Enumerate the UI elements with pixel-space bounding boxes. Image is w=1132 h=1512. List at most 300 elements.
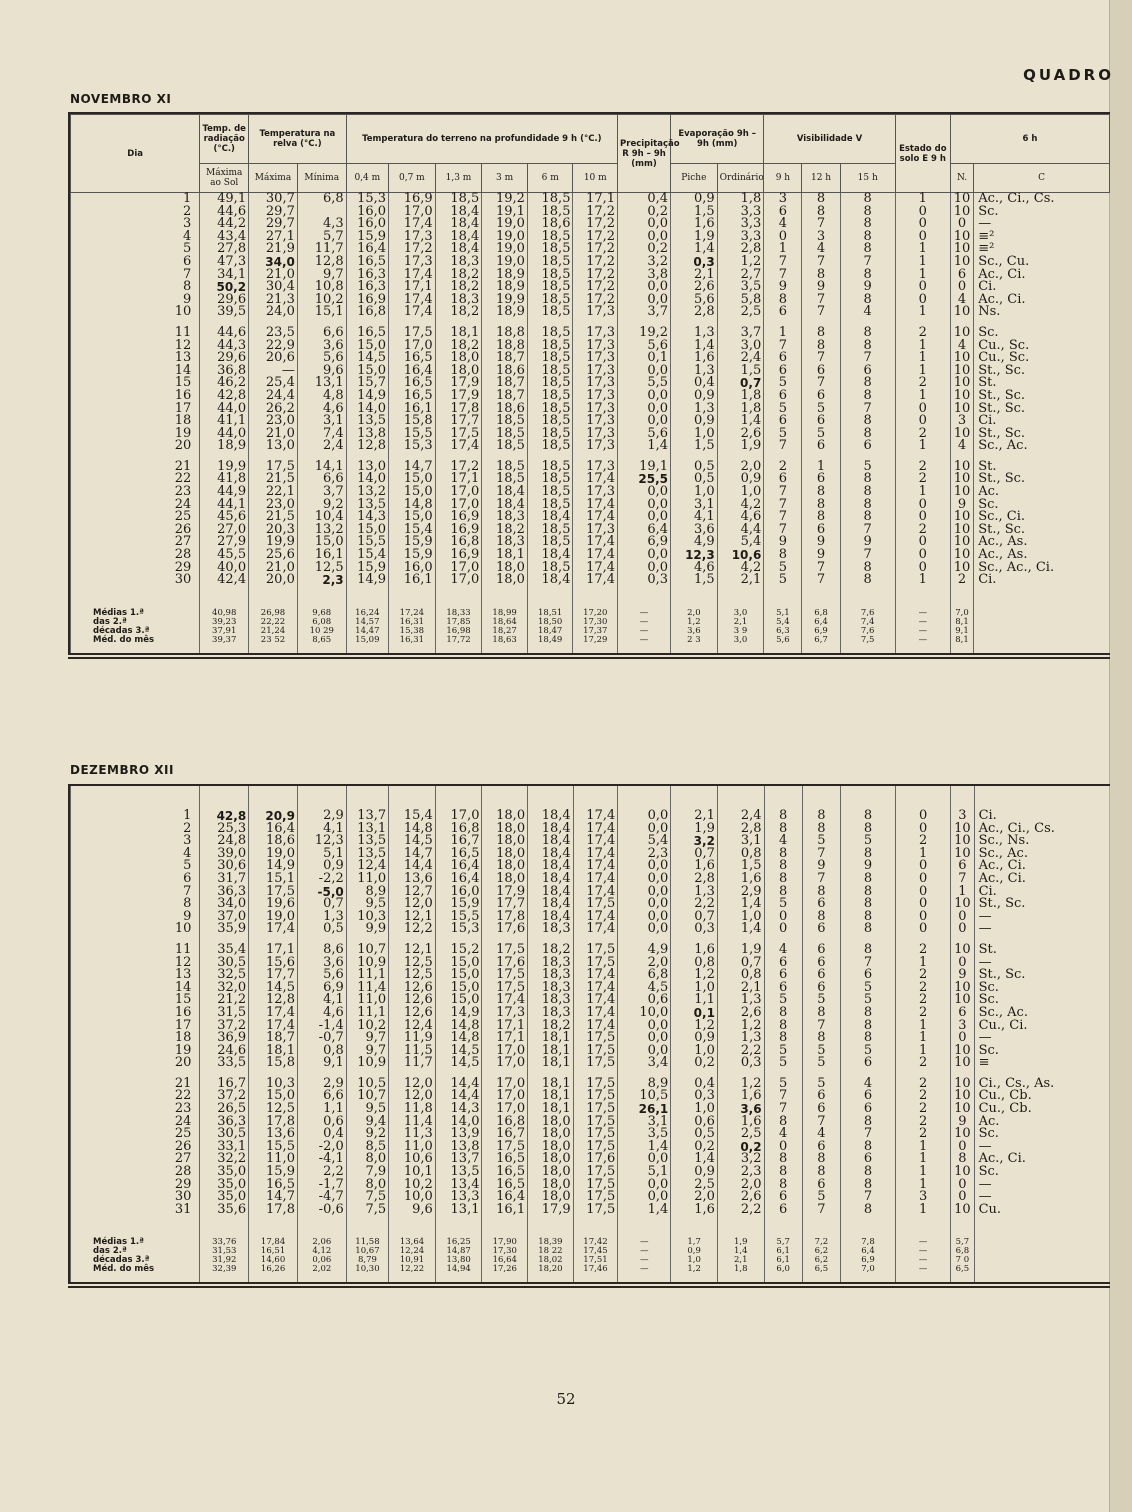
value-cell: 17,8: [435, 403, 482, 416]
value-cell: 17,5: [573, 1090, 618, 1103]
value-cell: 9: [802, 860, 840, 873]
value-cell: 0,4: [618, 193, 671, 206]
value-cell: 1,4: [717, 898, 764, 911]
value-cell: 9: [764, 536, 802, 549]
value-cell: 6: [802, 982, 840, 995]
value-cell: 1: [895, 574, 950, 587]
value-cell: 15,0: [346, 365, 388, 378]
value-cell: 7: [764, 256, 802, 269]
day-cell: 20: [71, 1057, 200, 1070]
value-cell: —: [974, 1141, 1110, 1154]
value-cell: 12,3: [297, 835, 346, 848]
value-cell: 0,1: [618, 352, 671, 365]
value-cell: 16,4: [346, 243, 388, 256]
value-cell: 18,2: [435, 281, 482, 294]
value-cell: 18,4: [528, 848, 574, 861]
value-cell: Ac., Ci.: [974, 860, 1110, 873]
value-cell: 1: [802, 461, 840, 474]
table-nov: [70, 114, 1110, 653]
average-cell: 6,9: [840, 1256, 895, 1265]
value-cell: 1,9: [717, 440, 764, 453]
value-cell: 1,4: [618, 440, 671, 453]
value-cell: 17,0: [482, 1045, 528, 1058]
day-cell: 8: [71, 281, 200, 294]
value-cell: 15,3: [346, 193, 388, 206]
value-cell: 0: [896, 810, 951, 823]
value-cell: 2,5: [671, 1179, 718, 1192]
value-cell: —: [974, 1179, 1110, 1192]
average-cell: 7,0: [840, 1265, 895, 1274]
value-cell: 44,9: [200, 486, 249, 499]
value-cell: 5: [764, 428, 802, 441]
value-cell: 18,5: [527, 340, 573, 353]
value-cell: St., Sc.: [974, 898, 1110, 911]
value-cell: Sc.: [974, 206, 1110, 219]
value-cell: 8,9: [618, 1078, 671, 1091]
value-cell: 4,9: [671, 536, 718, 549]
value-cell: Sc., Ci.: [974, 511, 1110, 524]
value-cell: Ci.: [974, 810, 1110, 823]
value-cell: 17,5: [573, 1103, 618, 1116]
value-cell: 12,8: [249, 994, 298, 1007]
average-cell: 10,30: [346, 1265, 388, 1274]
value-cell: 15,0: [346, 524, 388, 537]
value-cell: 10: [951, 823, 974, 836]
value-cell: 8: [764, 1020, 802, 1033]
value-cell: 4,3: [297, 218, 346, 231]
value-cell: 26,5: [200, 1103, 249, 1116]
value-cell: 17,0: [435, 562, 482, 575]
value-cell: 13,8: [346, 428, 388, 441]
value-cell: 0,0: [618, 923, 671, 936]
value-cell: 2: [895, 428, 950, 441]
value-cell: 2,4: [717, 352, 764, 365]
value-cell: 10,5: [618, 1090, 671, 1103]
value-cell: 17,4: [573, 923, 618, 936]
value-cell: 9: [840, 860, 895, 873]
value-cell: 14,0: [435, 1116, 482, 1129]
value-cell: 16,8: [435, 823, 482, 836]
value-cell: 7: [802, 562, 840, 575]
average-cell: 7,0: [950, 609, 973, 618]
value-cell: 8: [840, 511, 895, 524]
value-cell: 12,6: [389, 1007, 436, 1020]
value-cell: 0,0: [618, 886, 671, 899]
value-cell: 17,6: [573, 1153, 618, 1166]
value-cell: 5: [764, 377, 802, 390]
value-cell: 17,5: [573, 898, 618, 911]
value-cell: 4: [950, 294, 973, 307]
value-cell: 4,6: [297, 403, 346, 416]
value-cell: 1,8: [717, 390, 764, 403]
value-cell: 2: [896, 1128, 951, 1141]
value-cell: 17,5: [573, 1128, 618, 1141]
value-cell: 14,9: [346, 574, 388, 587]
value-cell: 18,4: [435, 218, 482, 231]
value-cell: 2: [896, 969, 951, 982]
value-cell: Ci.: [974, 574, 1110, 587]
value-cell: 4: [840, 1078, 895, 1091]
value-cell: 18,0: [482, 574, 528, 587]
value-cell: 1,8: [717, 193, 764, 206]
average-cell: 12,24: [389, 1247, 436, 1256]
value-cell: 3,7: [618, 306, 671, 319]
value-cell: 6: [764, 415, 802, 428]
value-cell: 17,3: [573, 365, 618, 378]
value-cell: 8: [840, 415, 895, 428]
value-cell: 1: [895, 243, 950, 256]
value-cell: 16,7: [200, 1078, 249, 1091]
value-cell: 2,1: [671, 810, 718, 823]
value-cell: 1: [895, 256, 950, 269]
value-cell: 0,0: [618, 549, 671, 562]
value-cell: 11,7: [297, 243, 346, 256]
average-cell: 1,0: [671, 1256, 718, 1265]
value-cell: 0,7: [671, 911, 718, 924]
value-cell: 4: [802, 1128, 840, 1141]
value-cell: 10: [950, 243, 973, 256]
value-cell: 5,6: [671, 294, 718, 307]
average-cell: 8,1: [950, 636, 973, 645]
value-cell: 13,0: [346, 461, 388, 474]
header-relva: Temperatura na relva (°C.): [249, 115, 347, 164]
value-cell: 19,2: [482, 193, 528, 206]
value-cell: 17,5: [573, 1166, 618, 1179]
value-cell: 18,5: [527, 461, 573, 474]
day-cell: 13: [71, 969, 200, 982]
value-cell: -4,1: [297, 1153, 346, 1166]
value-cell: 8: [840, 340, 895, 353]
value-cell: 3,2: [717, 1153, 764, 1166]
value-cell: 17,1: [482, 1032, 528, 1045]
value-cell: 14,4: [435, 1078, 482, 1091]
value-cell: 10: [950, 231, 973, 244]
value-cell: 10,2: [297, 294, 346, 307]
value-cell: 18,2: [528, 944, 574, 957]
value-cell: 7: [802, 1020, 840, 1033]
average-cell: 18,51: [527, 609, 573, 618]
value-cell: 18,5: [527, 243, 573, 256]
value-cell: 0: [895, 511, 950, 524]
day-cell: 4: [71, 848, 200, 861]
value-cell: 6: [840, 440, 895, 453]
value-cell: 7: [802, 294, 840, 307]
value-cell: 0: [950, 281, 973, 294]
value-cell: 0,9: [671, 1032, 718, 1045]
value-cell: 23,0: [249, 415, 298, 428]
value-cell: 27,9: [200, 536, 249, 549]
day-cell: 10: [71, 923, 200, 936]
day-cell: 17: [71, 403, 200, 416]
value-cell: 10: [950, 428, 973, 441]
value-cell: 18,0: [528, 1128, 574, 1141]
value-cell: 4: [764, 835, 802, 848]
average-cell: 1,7: [671, 1238, 718, 1247]
average-cell: 17,29: [573, 636, 618, 645]
value-cell: 2: [896, 1103, 951, 1116]
value-cell: 18,4: [528, 823, 574, 836]
value-cell: 18,1: [528, 1057, 574, 1070]
average-cell: 7,5: [840, 636, 895, 645]
day-cell: 11: [71, 944, 200, 957]
value-cell: 3,1: [618, 1116, 671, 1129]
value-cell: 18,4: [528, 898, 574, 911]
header-precip: Precipitação R 9h – 9h (mm): [618, 115, 671, 193]
value-cell: 3: [896, 1191, 951, 1204]
average-cell: 14,60: [249, 1256, 298, 1265]
value-cell: 14,5: [435, 1057, 482, 1070]
average-cell: 3,0: [717, 609, 764, 618]
day-cell: 26: [71, 524, 200, 537]
value-cell: 0,0: [618, 873, 671, 886]
value-cell: 10: [951, 848, 974, 861]
value-cell: 2,0: [717, 1179, 764, 1192]
average-cell: 17,37: [573, 627, 618, 636]
average-cell: 18 22: [528, 1247, 574, 1256]
header-depth-1: 0,4 m: [346, 164, 388, 193]
value-cell: 10: [950, 511, 973, 524]
average-cell: 3,0: [717, 636, 764, 645]
average-cell: —: [618, 609, 671, 618]
value-cell: 17,7: [435, 415, 482, 428]
header-depth-5: 6 m: [527, 164, 573, 193]
value-cell: 20,3: [249, 524, 298, 537]
table-frame-dec: [68, 784, 1110, 1284]
value-cell: 0: [895, 499, 950, 512]
value-cell: 0,6: [671, 1116, 718, 1129]
value-cell: 4: [802, 243, 840, 256]
value-cell: 12,5: [249, 1103, 298, 1116]
average-cell: —: [896, 1238, 951, 1247]
value-cell: —: [974, 957, 1110, 970]
value-cell: 18,0: [528, 1179, 574, 1192]
day-cell: 28: [71, 1166, 200, 1179]
value-cell: 6,6: [297, 473, 346, 486]
value-cell: 2,2: [297, 1166, 346, 1179]
day-cell: 28: [71, 549, 200, 562]
value-cell: 1: [896, 1141, 951, 1154]
value-cell: 12,1: [389, 944, 436, 957]
value-cell: 3,0: [717, 340, 764, 353]
value-cell: 8: [764, 1179, 802, 1192]
value-cell: 0: [896, 823, 951, 836]
value-cell: 4,5: [618, 982, 671, 995]
average-cell: 9,68: [297, 609, 346, 618]
average-cell: —: [618, 1256, 671, 1265]
value-cell: 9,7: [297, 269, 346, 282]
average-cell: 1,2: [671, 618, 718, 627]
value-cell: 8: [802, 823, 840, 836]
value-cell: 21,0: [249, 428, 298, 441]
value-cell: 8: [840, 1007, 895, 1020]
value-cell: 1,6: [671, 352, 718, 365]
value-cell: 2,2: [717, 1045, 764, 1058]
value-cell: 2: [895, 327, 950, 340]
value-cell: 18,4: [528, 886, 574, 899]
average-cell: 22,22: [249, 618, 298, 627]
value-cell: 8: [764, 1116, 802, 1129]
average-cell: 17,51: [573, 1256, 618, 1265]
average-cell: 17,46: [573, 1265, 618, 1274]
average-cell: 7,2: [802, 1238, 840, 1247]
average-cell: 17,42: [573, 1238, 618, 1247]
value-cell: 8,0: [346, 1153, 388, 1166]
value-cell: 6: [802, 957, 840, 970]
value-cell: 11,4: [389, 1116, 436, 1129]
value-cell: 1,6: [717, 873, 764, 886]
value-cell: 18,5: [527, 256, 573, 269]
value-cell: 10,6: [389, 1153, 436, 1166]
value-cell: 13,9: [435, 1128, 482, 1141]
average-cell: 1,9: [717, 1238, 764, 1247]
value-cell: 15,0: [435, 994, 482, 1007]
average-cell: —: [618, 636, 671, 645]
value-cell: 16,5: [482, 1179, 528, 1192]
value-cell: 2,9: [297, 810, 346, 823]
value-cell: 1,4: [717, 923, 764, 936]
value-cell: 16,5: [389, 377, 436, 390]
value-cell: -1,7: [297, 1179, 346, 1192]
value-cell: 17,4: [389, 218, 436, 231]
value-cell: 0,4: [671, 377, 718, 390]
average-cell: 1,4: [717, 1247, 764, 1256]
value-cell: 21,3: [249, 294, 298, 307]
value-cell: 8: [951, 1153, 974, 1166]
value-cell: 18,1: [482, 549, 528, 562]
average-cell: 16,98: [435, 627, 482, 636]
value-cell: 8,0: [346, 1179, 388, 1192]
value-cell: 5: [764, 574, 802, 587]
value-cell: 13,1: [346, 823, 388, 836]
value-cell: 18,2: [435, 340, 482, 353]
value-cell: 16,0: [435, 886, 482, 899]
average-cell: 17,85: [435, 618, 482, 627]
average-label: décadas 3.ª: [71, 627, 200, 636]
value-cell: 44,0: [200, 428, 249, 441]
value-cell: 9,6: [389, 1204, 436, 1217]
value-cell: 6,6: [297, 327, 346, 340]
value-cell: 0: [764, 923, 802, 936]
value-cell: 16,4: [435, 860, 482, 873]
header-visib: Visibilidade V: [764, 115, 895, 164]
value-cell: 35,4: [200, 944, 249, 957]
value-cell: 9: [840, 536, 895, 549]
value-cell: 12,0: [389, 898, 436, 911]
value-cell: 27,0: [200, 524, 249, 537]
value-cell: 2: [896, 1078, 951, 1091]
value-cell: 0,0: [618, 365, 671, 378]
day-cell: 20: [71, 440, 200, 453]
value-cell: 1: [895, 352, 950, 365]
value-cell: 8: [764, 549, 802, 562]
average-cell: 5,7: [951, 1238, 974, 1247]
value-cell: 7: [802, 306, 840, 319]
value-cell: 1: [895, 365, 950, 378]
value-cell: 18,2: [482, 524, 528, 537]
value-cell: 7,5: [346, 1204, 388, 1217]
value-cell: St., Sc.: [974, 524, 1110, 537]
value-cell: 6,6: [297, 1090, 346, 1103]
value-cell: 2,6: [717, 1191, 764, 1204]
value-cell: 25,3: [200, 823, 249, 836]
day-cell: 18: [71, 415, 200, 428]
value-cell: 4: [840, 306, 895, 319]
day-cell: 14: [71, 982, 200, 995]
value-cell: 1,1: [297, 1103, 346, 1116]
value-cell: 18,4: [528, 810, 574, 823]
value-cell: 17,8: [482, 911, 528, 924]
value-cell: 1: [895, 193, 950, 206]
value-cell: 30,7: [249, 193, 298, 206]
value-cell: —: [974, 1032, 1110, 1045]
value-cell: 0,0: [618, 1153, 671, 1166]
value-cell: 18,0: [435, 352, 482, 365]
value-cell: 43,4: [200, 231, 249, 244]
value-cell: 2,6: [717, 428, 764, 441]
value-cell: 3,2: [671, 835, 718, 848]
value-cell: 8: [802, 327, 840, 340]
value-cell: 1: [896, 957, 951, 970]
value-cell: 1,4: [618, 1141, 671, 1154]
value-cell: 15,1: [297, 306, 346, 319]
value-cell: 1,2: [671, 969, 718, 982]
value-cell: 10: [950, 377, 973, 390]
value-cell: 10,6: [717, 549, 764, 562]
value-cell: 1,6: [671, 944, 718, 957]
day-cell: 22: [71, 473, 200, 486]
value-cell: Sc.: [974, 1128, 1110, 1141]
value-cell: 0: [895, 415, 950, 428]
value-cell: 2: [764, 461, 802, 474]
value-cell: 18,5: [527, 294, 573, 307]
day-cell: 21: [71, 461, 200, 474]
value-cell: Cu.: [974, 1204, 1110, 1217]
average-cell: 18,39: [528, 1238, 574, 1247]
value-cell: 5: [840, 835, 895, 848]
value-cell: 19,9: [200, 461, 249, 474]
value-cell: 8,5: [346, 1141, 388, 1154]
value-cell: 13,1: [435, 1204, 482, 1217]
value-cell: 8: [840, 1020, 895, 1033]
value-cell: 11,1: [346, 1007, 388, 1020]
value-cell: 47,3: [200, 256, 249, 269]
value-cell: 8: [802, 340, 840, 353]
value-cell: 35,6: [200, 1204, 249, 1217]
value-cell: 18,5: [527, 193, 573, 206]
value-cell: 8: [802, 486, 840, 499]
value-cell: 1,5: [717, 365, 764, 378]
value-cell: 9,6: [297, 365, 346, 378]
value-cell: 12,8: [346, 440, 388, 453]
value-cell: Sc.: [974, 1045, 1110, 1058]
value-cell: 0,1: [671, 1007, 718, 1020]
value-cell: 15,8: [249, 1057, 298, 1070]
value-cell: 14,7: [249, 1191, 298, 1204]
value-cell: 18,0: [482, 810, 528, 823]
day-cell: 18: [71, 1032, 200, 1045]
value-cell: 0: [764, 911, 802, 924]
average-cell: 6,7: [802, 636, 840, 645]
value-cell: 18,5: [527, 206, 573, 219]
value-cell: 17,5: [573, 1116, 618, 1129]
value-cell: 17,5: [573, 1045, 618, 1058]
day-cell: 23: [71, 486, 200, 499]
value-cell: 7: [802, 1204, 840, 1217]
average-cell: 6,08: [297, 618, 346, 627]
value-cell: 26,1: [618, 1103, 671, 1116]
value-cell: 3: [951, 810, 974, 823]
value-cell: 17,3: [389, 256, 436, 269]
